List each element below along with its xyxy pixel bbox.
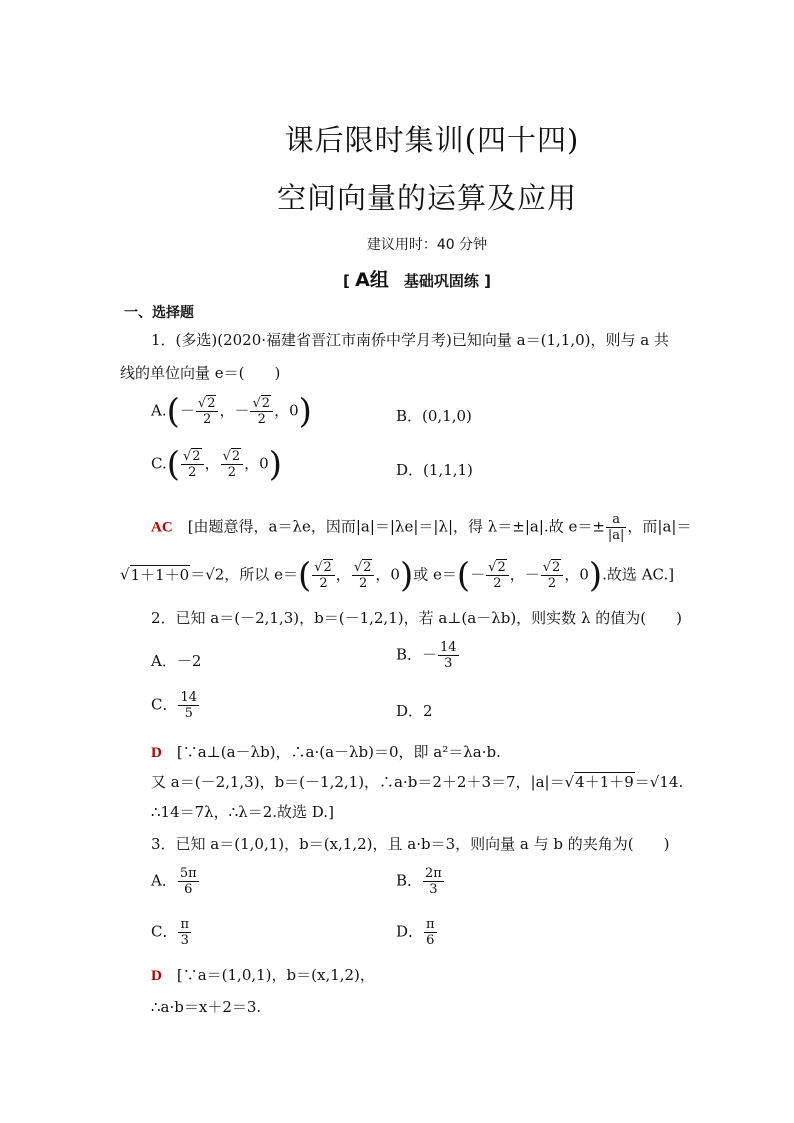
q2-option-b: B．－ $\frac{14}{3}$ bbox=[396, 640, 457, 671]
time-hint: 建议用时：40 分钟 bbox=[366, 237, 488, 253]
q1-option-a: A.(－ $\frac{√2}{2}$ ，－ $\frac{√2}{2}$ ，0) bbox=[151, 391, 312, 432]
q1-solution-line2: √1＋1＋0＝√2，所以 e＝( $\frac{√2}{2}$ ， $\frac{√2}{2}$ ，0)或 e＝(－ $\frac{√2}{2}$ ，－ $\frac{√2}{2}$ ，0).故选 AC.] bbox=[120, 555, 675, 596]
q3-answer-key: D bbox=[151, 968, 162, 984]
page-subtitle: 空间向量的运算及应用 bbox=[276, 181, 577, 215]
q2-option-a: A．－2 bbox=[151, 652, 202, 670]
q3-solution-line2: ∴a·b＝x＋2＝3. bbox=[151, 998, 262, 1016]
q1-stem-line2: 线的单位向量 e＝( ) bbox=[120, 364, 281, 382]
q2-stem: 2．已知 a＝(－2,1,3)，b＝(－1,2,1)，若 a⊥(a－λb)，则实数 λ 的值为( ) bbox=[151, 609, 682, 627]
q3-option-d: D． $\frac{\pi}{6}$ bbox=[396, 917, 435, 948]
q2-option-d: D．2 bbox=[396, 702, 433, 720]
q2-solution-line2: 又 a＝(－2,1,3)，b＝(－1,2,1)，∴a·b＝2＋2＋3＝7，|a|＝√4＋1＋9＝√14. bbox=[151, 773, 684, 791]
q3-option-c: C． $\frac{\pi}{3}$ bbox=[151, 917, 190, 948]
q1-option-b: B．(0,1,0) bbox=[396, 407, 472, 425]
q1-option-c: C.( $\frac{√2}{2}$ ， $\frac{√2}{2}$ ，0) bbox=[151, 444, 282, 485]
q1-stem-line1: 1．(多选)(2020·福建省晋江市南侨中学月考)已知向量 a＝(1,1,0)，则与 a 共 bbox=[151, 331, 669, 349]
section-heading: 一、选择题 bbox=[124, 305, 194, 321]
q2-solution-line3: ∴14＝7λ，∴λ＝2.故选 D.] bbox=[151, 803, 334, 821]
group-heading: [ A组 基础巩固练 ] bbox=[343, 269, 491, 291]
q2-solution-line1: D [∵a⊥(a－λb)，∴a·(a－λb)＝0，即 a²＝λa·b. bbox=[151, 743, 501, 761]
q3-option-b: B． $\frac{2\pi}{3}$ bbox=[396, 866, 442, 897]
q3-option-a: A． $\frac{5\pi}{6}$ bbox=[151, 866, 197, 897]
q1-option-d: D．(1,1,1) bbox=[396, 461, 473, 479]
q2-answer-key: D bbox=[151, 745, 162, 761]
page-title: 课后限时集训(四十四) bbox=[284, 123, 580, 157]
q1-solution-line1: AC [由题意得，a＝λe，因而|a|＝|λe|＝|λ|，得 λ＝±|a|.故 e＝± $\frac{a}{|a|}$ ，而|a|＝ bbox=[151, 512, 692, 543]
q3-stem: 3．已知 a＝(1,0,1)，b＝(x,1,2)，且 a·b＝3，则向量 a 与 b 的夹角为( ) bbox=[151, 835, 670, 853]
q1-answer-key: AC bbox=[151, 519, 173, 536]
q2-option-c: C． $\frac{14}{5}$ bbox=[151, 690, 198, 721]
q3-solution-line1: D [∵a＝(1,0,1)，b＝(x,1,2)， bbox=[151, 966, 375, 984]
